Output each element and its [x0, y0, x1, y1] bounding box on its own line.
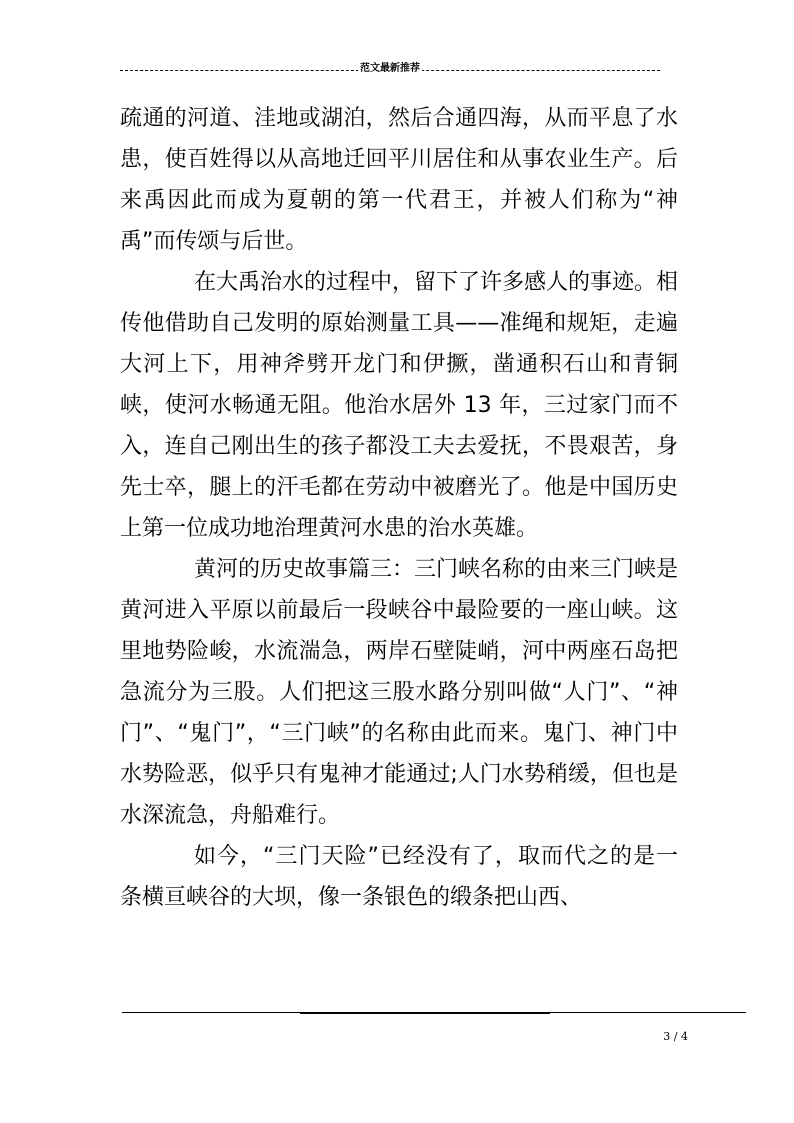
paragraph-4: 如今，“三门天险”已经没有了，取而代之的是一条横亘峡谷的大坝，像一条银色的缎条把山西、	[120, 844, 678, 910]
document-body	[120, 98, 678, 918]
paragraph-1: 疏通的河道、洼地或湖泊，然后合通四海，从而平息了水患，使百姓得以从高地迁回平川居住和从事农业生产。后来禹因此而成为夏朝的第一代君王，并被人们称为“神禹”而传颂与后世。	[120, 106, 678, 254]
header-title: 范文最新推荐	[358, 60, 422, 78]
page-header	[120, 60, 660, 78]
page-number: 3 / 4	[663, 1030, 688, 1043]
paragraph-2: 在大禹治水的过程中，留下了许多感人的事迹。相传他借助自己发明的原始测量工具——准绳和规矩，走遍大河上下，用神斧劈开龙门和伊撅，凿通积石山和青铜峡，使河水畅通无阻。他治水居外 13 年，三过家门而不入，连自己刚出生的孩子都没工夫去爱抚，不畏艰苦，身先士卒，腿上的汗毛都在劳动中被磨光了。他是中国历史上第一位成功地治理黄河水患的治水英雄。	[120, 270, 679, 541]
footer-divider-accent	[300, 1012, 550, 1014]
paragraph-3: 黄河的历史故事篇三：三门峡名称的由来三门峡是黄河进入平原以前最后一段峡谷中最险要的一座山峡。这里地势险峻，水流湍急，两岸石壁陡峭，河中两座石岛把急流分为三股。人们把这三股水路分别叫做“人门”、“神门”、“鬼门”，“三门峡”的名称由此而来。鬼门、神门中水势险恶，似乎只有鬼神才能通过;人门水势稍缓，但也是水深流急，舟船难行。	[120, 557, 679, 828]
